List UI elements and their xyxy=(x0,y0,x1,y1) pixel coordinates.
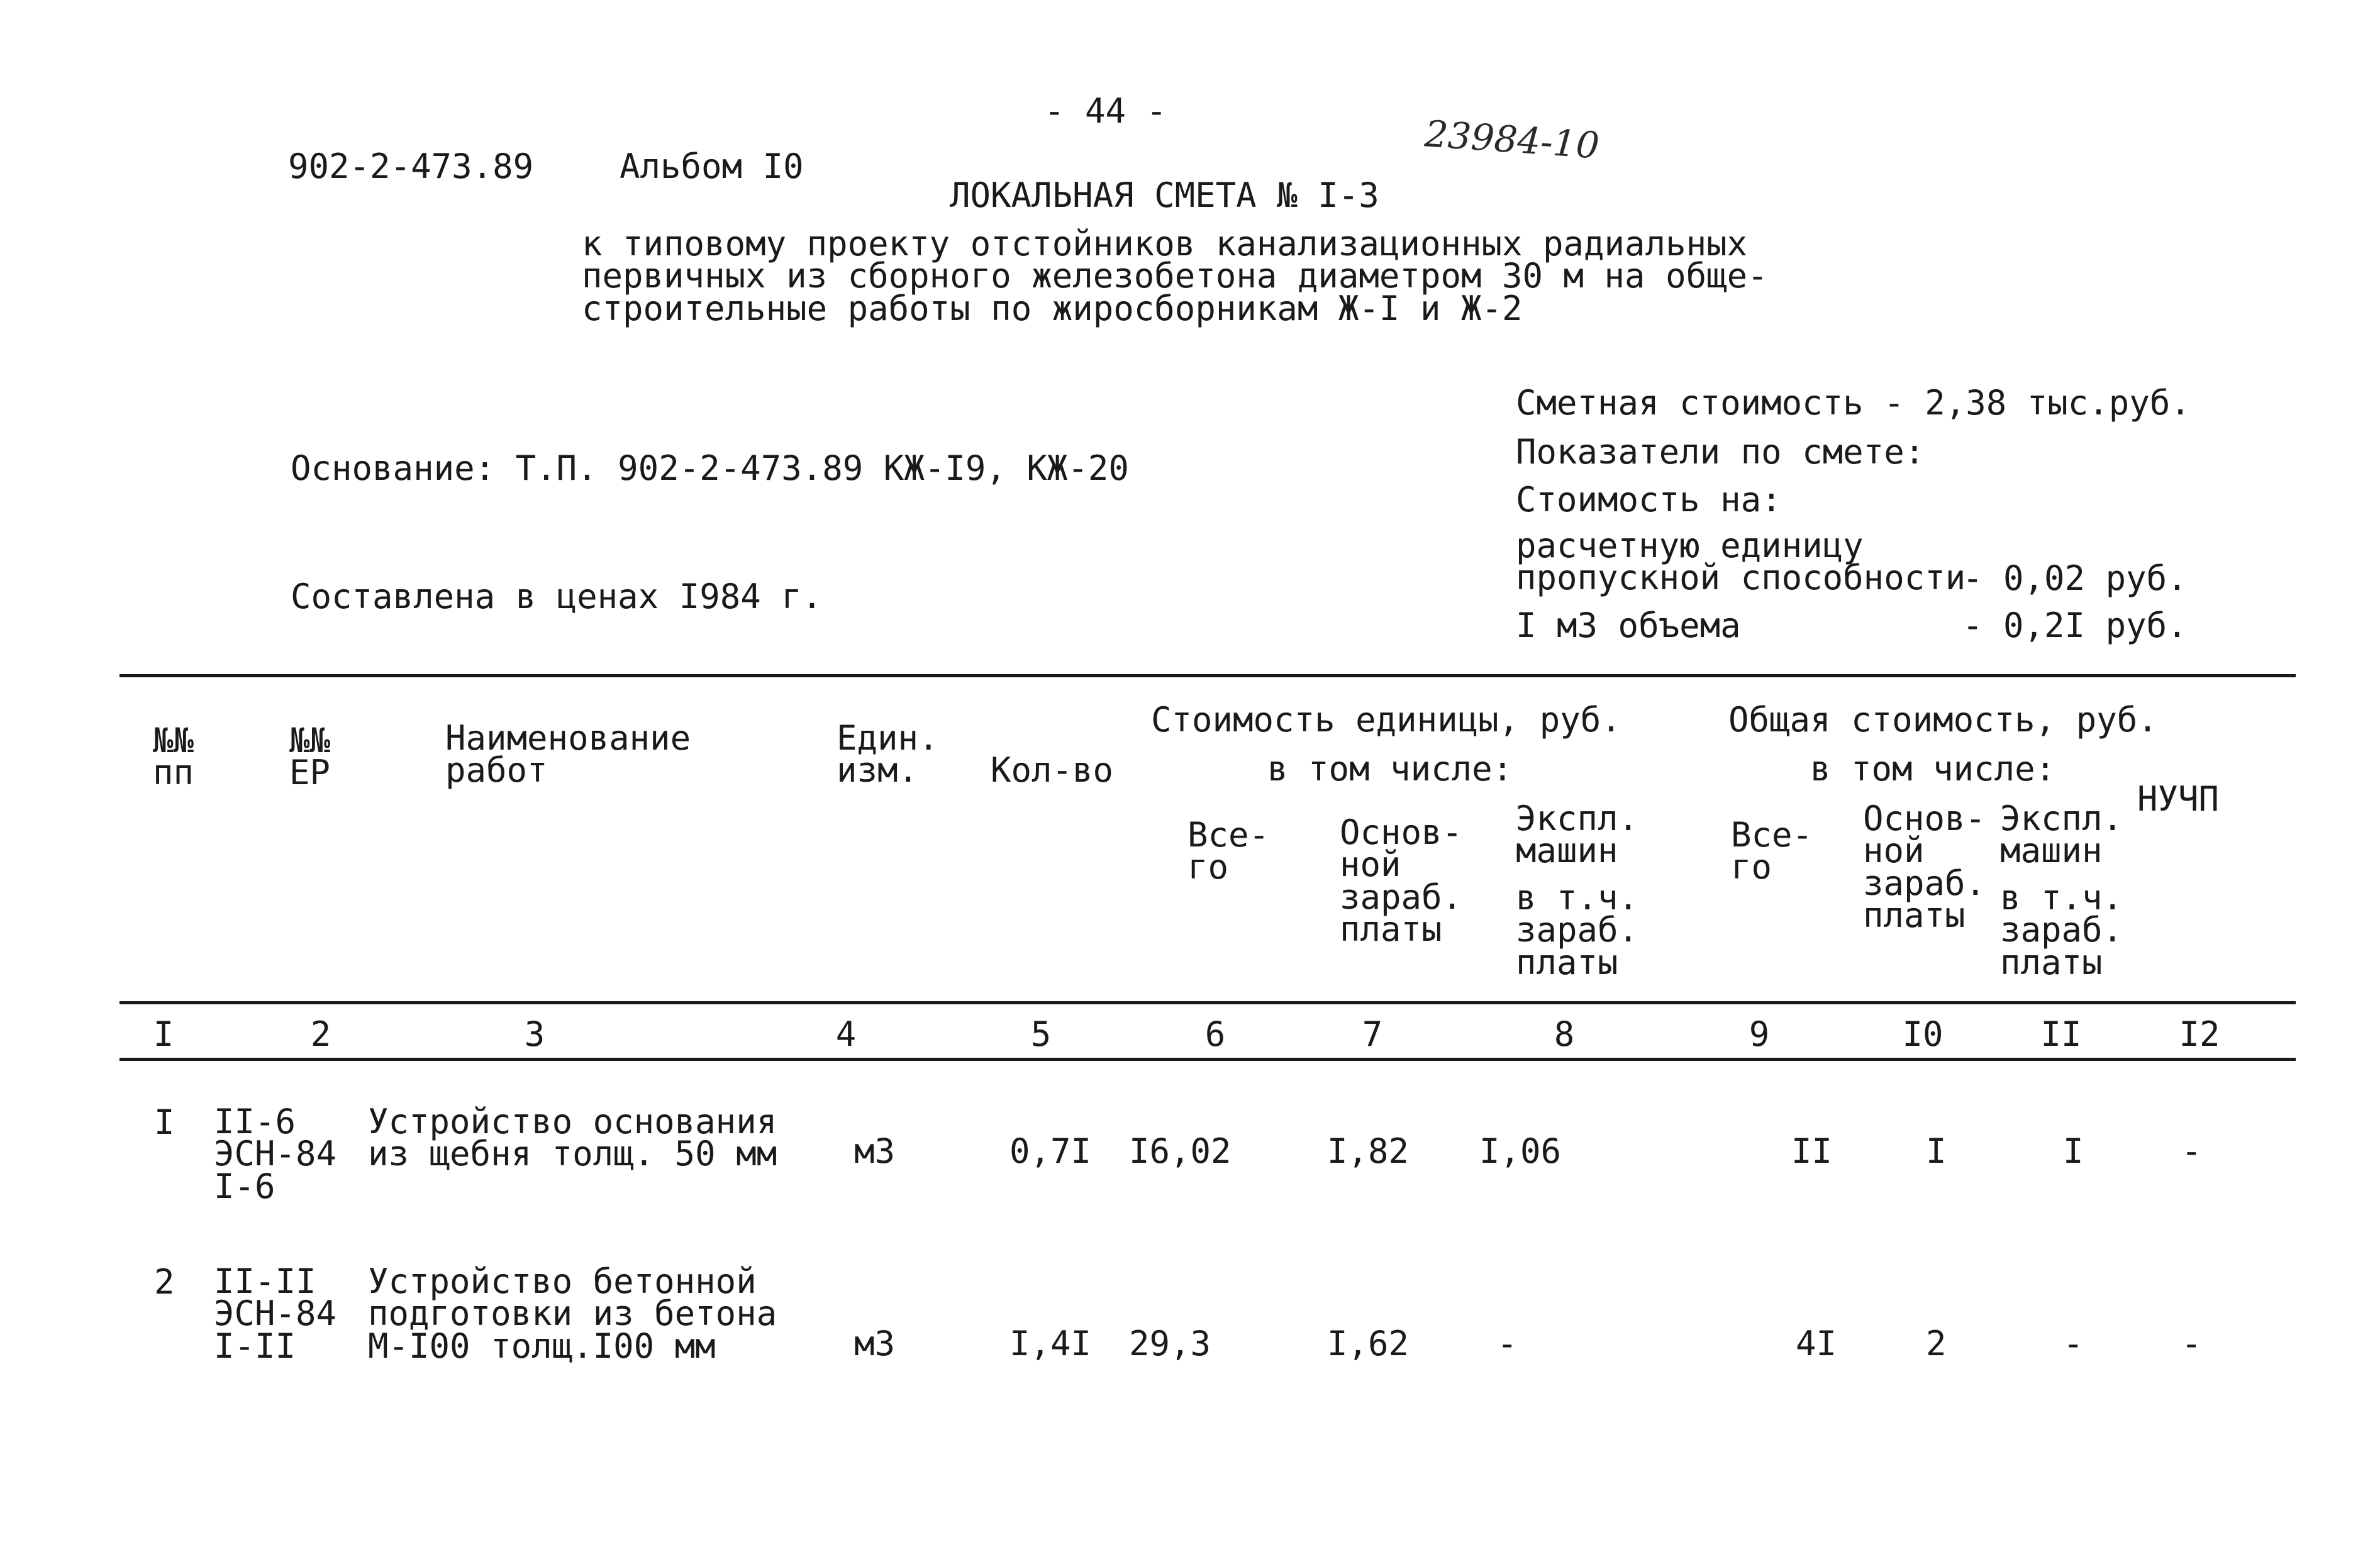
document-title: ЛОКАЛЬНАЯ СМЕТА № I-3 xyxy=(950,175,1379,215)
row-number: I xyxy=(154,1102,175,1142)
column-number: 7 xyxy=(1362,1014,1383,1054)
row-work-name: Устройство бетонной подготовки из бетона М-I00 толщ.I00 мм xyxy=(368,1262,777,1366)
column-number: I xyxy=(153,1014,174,1054)
header-total-base-wage: Основ- ной зараб. платы xyxy=(1863,799,1986,935)
doc-code: 902-2-473.89 xyxy=(288,147,534,186)
column-number: 8 xyxy=(1554,1014,1575,1054)
row-total-machines: I xyxy=(2063,1131,2084,1171)
header-nuchp: НУЧП xyxy=(2137,779,2220,819)
column-number: 9 xyxy=(1749,1014,1770,1054)
header-qty: Кол-во xyxy=(991,750,1114,790)
header-total-cost-incl: в том числе: xyxy=(1810,749,2056,789)
handwritten-number: 23984-10 xyxy=(1423,112,1601,167)
header-name: Наименование работ xyxy=(445,718,691,790)
column-number: II xyxy=(2040,1014,2082,1054)
row-unit-total: I6,02 xyxy=(1129,1131,1232,1171)
header-er: №№ ЕР xyxy=(289,721,331,793)
page-number: - 44 - xyxy=(1044,91,1167,131)
volume-label: I м3 объема xyxy=(1516,606,1741,645)
volume-value: - 0,2I руб. xyxy=(1962,606,2188,645)
cost-for-label: Стоимость на: xyxy=(1516,480,1782,519)
header-total-machines-wage: в т.ч. зараб. платы xyxy=(2000,878,2123,982)
row-total-base-wage: I xyxy=(1926,1131,1947,1171)
row-nuchp: - xyxy=(2181,1324,2202,1363)
row-work-name: Устройство основания из щебня толщ. 50 мм xyxy=(368,1102,777,1174)
row-er-code: II-II ЭСН-84 I-II xyxy=(214,1262,337,1366)
column-number: 5 xyxy=(1030,1014,1052,1054)
header-total-machines: Экспл. машин xyxy=(2000,799,2123,871)
row-total: II xyxy=(1791,1131,1833,1171)
row-unit-machines: I,06 xyxy=(1479,1131,1562,1171)
unit-capacity-label: расчетную единицу пропускной способности xyxy=(1516,526,1966,598)
prices-line: Составлена в ценах I984 г. xyxy=(291,577,823,616)
row-quantity: I,4I xyxy=(1009,1324,1092,1363)
header-nn: №№ пп xyxy=(153,721,194,793)
header-unit-machines: Экспл. машин xyxy=(1516,799,1639,871)
header-unit-total: Все- го xyxy=(1187,815,1270,887)
row-unit-machines: - xyxy=(1497,1324,1518,1363)
header-bottom-rule xyxy=(120,1001,2296,1004)
row-quantity: 0,7I xyxy=(1009,1131,1092,1171)
column-number: 2 xyxy=(310,1014,331,1054)
document-subtitle: к типовому проекту отстойников канализационных радиальных первичных из сборного железобетона диаметром 30 м на обще- строительные работы по жиросборникам Ж-I и Ж-2 xyxy=(582,224,1768,328)
row-unit: м3 xyxy=(854,1131,896,1171)
indicators-label: Показатели по смете: xyxy=(1516,432,1925,472)
column-number: 6 xyxy=(1204,1014,1226,1054)
header-unit: Един. изм. xyxy=(837,718,939,790)
header-unit-cost-incl: в том числе: xyxy=(1267,749,1513,789)
header-total-cost: Общая стоимость, руб. xyxy=(1728,700,2158,740)
row-number: 2 xyxy=(154,1262,175,1302)
column-number: 3 xyxy=(524,1014,545,1054)
estimated-cost: Сметная стоимость - 2,38 тыс.руб. xyxy=(1516,383,2191,423)
unit-capacity-value: - 0,02 руб. xyxy=(1962,558,2188,598)
row-unit-base-wage: I,82 xyxy=(1327,1131,1410,1171)
basis-line: Основание: Т.П. 902-2-473.89 КЖ-I9, КЖ-20 xyxy=(291,448,1129,488)
album-label: Альбом I0 xyxy=(620,147,804,186)
column-numbers-rule xyxy=(120,1058,2296,1061)
row-er-code: II-6 ЭСН-84 I-6 xyxy=(214,1102,337,1206)
column-number: I2 xyxy=(2179,1014,2220,1054)
column-number: I0 xyxy=(1902,1014,1943,1054)
row-nuchp: - xyxy=(2181,1131,2202,1171)
column-number: 4 xyxy=(835,1014,857,1054)
row-total: 4I xyxy=(1796,1324,1837,1363)
header-unit-cost: Стоимость единицы, руб. xyxy=(1151,700,1621,740)
row-unit-total: 29,3 xyxy=(1129,1324,1211,1363)
header-unit-machines-wage: в т.ч. зараб. платы xyxy=(1516,878,1639,982)
row-total-base-wage: 2 xyxy=(1926,1324,1947,1363)
table-top-rule xyxy=(120,674,2296,677)
row-total-machines: - xyxy=(2063,1324,2084,1363)
header-total-total: Все- го xyxy=(1731,815,1813,887)
row-unit-base-wage: I,62 xyxy=(1327,1324,1410,1363)
header-unit-base-wage: Основ- ной зараб. платы xyxy=(1340,813,1463,949)
row-unit: м3 xyxy=(854,1324,896,1363)
